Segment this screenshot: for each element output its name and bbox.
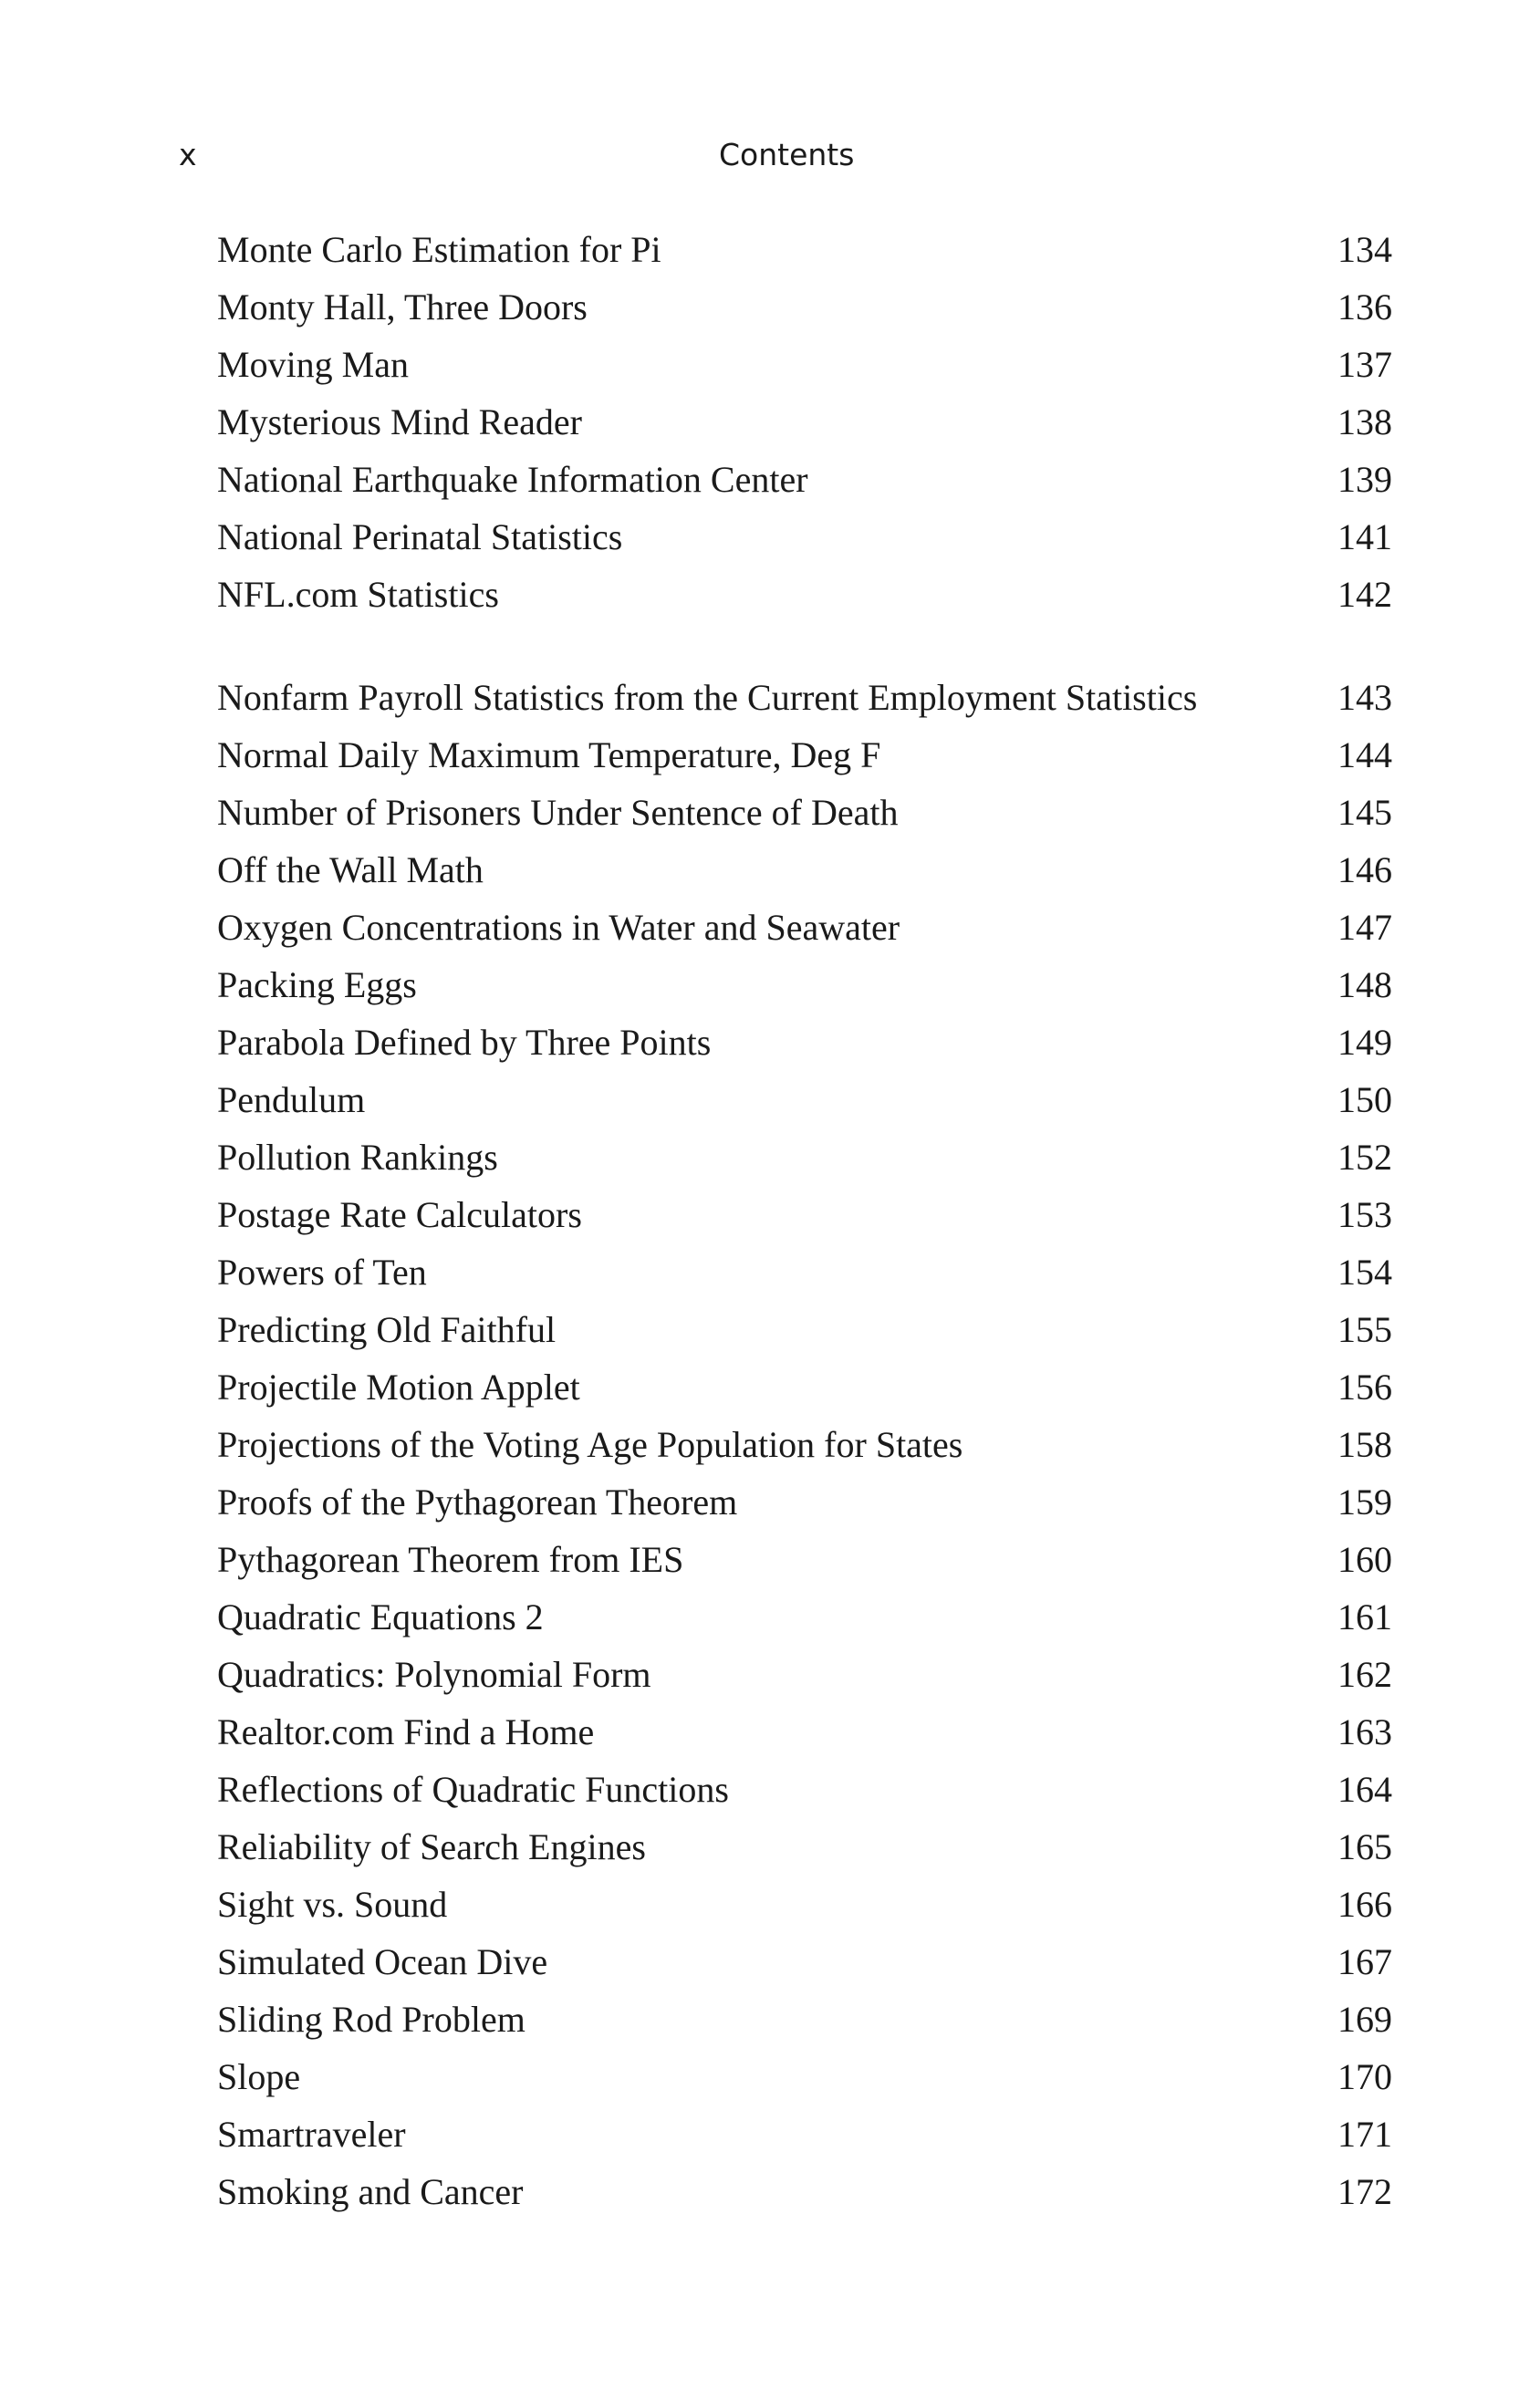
- toc-entry: [217, 2161, 1392, 2219]
- toc-entry-page-number: 164: [1337, 1769, 1392, 1810]
- toc-entry-title: Mysterious Mind Reader: [217, 401, 582, 442]
- toc-entry-title: Monty Hall, Three Doors: [217, 286, 588, 327]
- toc-entry: [217, 506, 1392, 564]
- toc-entry: [217, 1931, 1392, 1989]
- toc-entry: [217, 334, 1392, 391]
- toc-entry-title: Slope: [217, 2056, 301, 2097]
- toc-entry: [217, 1759, 1392, 1816]
- toc-entry-title: Postage Rate Calculators: [217, 1194, 582, 1235]
- running-head-title: Contents: [719, 137, 855, 172]
- toc-entry-title: Sight vs. Sound: [217, 1884, 448, 1925]
- toc-entry: [217, 1299, 1392, 1357]
- toc-entry-title: Number of Prisoners Under Sentence of Death: [217, 792, 899, 833]
- toc-entry: [217, 449, 1392, 506]
- toc-entry-page-number: 141: [1337, 516, 1392, 557]
- toc-entry-page-number: 167: [1337, 1941, 1392, 1982]
- toc-entry: [217, 391, 1392, 449]
- toc-entry-title: National Perinatal Statistics: [217, 516, 623, 557]
- toc-entry-page-number: 152: [1337, 1137, 1392, 1178]
- toc-entry: [217, 1644, 1392, 1701]
- toc-entry: [217, 1414, 1392, 1471]
- toc-entry: [217, 1471, 1392, 1529]
- toc-entry-page-number: 138: [1337, 401, 1392, 442]
- toc-entry-title: Packing Eggs: [217, 964, 417, 1005]
- toc-entry-page-number: 150: [1337, 1079, 1392, 1120]
- toc-entry: [217, 621, 1392, 724]
- toc-entry: [217, 782, 1392, 839]
- toc-entry-page-number: 158: [1337, 1424, 1392, 1465]
- toc-entry: [217, 1586, 1392, 1644]
- toc-entry-title: Quadratic Equations 2: [217, 1596, 544, 1637]
- toc-entry: [217, 564, 1392, 621]
- toc-entry: [217, 1989, 1392, 2046]
- toc-entry: [217, 897, 1392, 954]
- toc-entry-title: Simulated Ocean Dive: [217, 1941, 548, 1982]
- toc-entry-title: Projections of the Voting Age Population for States: [217, 1424, 963, 1465]
- toc-entry-title: Realtor.com Find a Home: [217, 1711, 595, 1752]
- toc-entry-title: Smoking and Cancer: [217, 2171, 524, 2212]
- toc-entry: [217, 1184, 1392, 1242]
- toc-entry: [217, 724, 1392, 782]
- toc-entry-page-number: 147: [1337, 907, 1392, 948]
- toc-entry: [217, 1357, 1392, 1414]
- toc-entry-title: Monte Carlo Estimation for Pi: [217, 229, 661, 270]
- toc-entry-title: Projectile Motion Applet: [217, 1367, 580, 1408]
- toc-entry: [217, 1874, 1392, 1931]
- toc-entry: [217, 1242, 1392, 1299]
- toc-entry-title: Pollution Rankings: [217, 1137, 498, 1178]
- page-folio: x: [179, 137, 197, 172]
- toc-entry-title: Moving Man: [217, 344, 409, 385]
- toc-entry-page-number: 161: [1337, 1596, 1392, 1637]
- toc-entry-page-number: 149: [1337, 1022, 1392, 1063]
- toc-entry-title: Sliding Rod Problem: [217, 1999, 525, 2040]
- toc-entry-page-number: 144: [1337, 734, 1392, 775]
- toc-entry-page-number: 166: [1337, 1884, 1392, 1925]
- toc-entry-page-number: 172: [1337, 2171, 1392, 2212]
- toc-entry: [217, 954, 1392, 1012]
- toc-entry-page-number: 139: [1337, 459, 1392, 500]
- toc-entry-page-number: 153: [1337, 1194, 1392, 1235]
- toc-entry-title: Off the Wall Math: [217, 849, 484, 890]
- toc-entry-page-number: 165: [1337, 1826, 1392, 1867]
- toc-entry-title: Nonfarm Payroll Statistics from the Current Employment Statistics: [217, 677, 1198, 718]
- toc-entry-title: Reliability of Search Engines: [217, 1826, 646, 1867]
- toc-entry-title: NFL.com Statistics: [217, 574, 499, 615]
- toc-entry-page-number: 171: [1337, 2114, 1392, 2155]
- toc-entry: [217, 2046, 1392, 2104]
- toc-entry-page-number: 159: [1337, 1481, 1392, 1523]
- toc-entry-title: Powers of Ten: [217, 1252, 427, 1293]
- toc-entry-title: Predicting Old Faithful: [217, 1309, 557, 1350]
- toc-entry-page-number: 163: [1337, 1711, 1392, 1752]
- toc-entry-page-number: 154: [1337, 1252, 1392, 1293]
- toc-entry-title: Smartraveler: [217, 2114, 406, 2155]
- toc-entry: [217, 839, 1392, 897]
- toc-entry-title: Pendulum: [217, 1079, 366, 1120]
- running-head: [0, 137, 1540, 181]
- toc-entry-page-number: 148: [1337, 964, 1392, 1005]
- toc-entry-page-number: 160: [1337, 1539, 1392, 1580]
- toc-entry-page-number: 142: [1337, 574, 1392, 615]
- toc-entry: [217, 1127, 1392, 1184]
- toc-entry: [217, 219, 1392, 276]
- toc-entry-title: National Earthquake Information Center: [217, 459, 808, 500]
- toc-entry: [217, 1069, 1392, 1127]
- toc-entry-page-number: 136: [1337, 286, 1392, 327]
- toc-entry-page-number: 169: [1337, 1999, 1392, 2040]
- toc-entry-title: Pythagorean Theorem from IES: [217, 1539, 684, 1580]
- toc-entry-page-number: 134: [1337, 229, 1392, 270]
- toc-entry: [217, 1529, 1392, 1586]
- toc-entry-title: Reflections of Quadratic Functions: [217, 1769, 729, 1810]
- toc-entry-title: Oxygen Concentrations in Water and Seawater: [217, 907, 900, 948]
- toc-entry: [217, 1816, 1392, 1874]
- toc-entry-title: Quadratics: Polynomial Form: [217, 1654, 651, 1695]
- toc-entry: [217, 276, 1392, 334]
- toc-entry-page-number: 170: [1337, 2056, 1392, 2097]
- toc-entry-page-number: 137: [1337, 344, 1392, 385]
- toc-entry-page-number: 156: [1337, 1367, 1392, 1408]
- toc-entry-title: Proofs of the Pythagorean Theorem: [217, 1481, 738, 1523]
- toc-entry-page-number: 162: [1337, 1654, 1392, 1695]
- toc-entry: [217, 1701, 1392, 1759]
- toc-entry-title: Normal Daily Maximum Temperature, Deg F: [217, 734, 881, 775]
- toc-entry-page-number: 143: [1337, 677, 1392, 718]
- toc-entry-title: Parabola Defined by Three Points: [217, 1022, 712, 1063]
- table-of-contents: [217, 219, 1392, 2219]
- toc-entry-page-number: 155: [1337, 1309, 1392, 1350]
- toc-entry-page-number: 146: [1337, 849, 1392, 890]
- toc-entry: [217, 1012, 1392, 1069]
- toc-entry-page-number: 145: [1337, 792, 1392, 833]
- toc-entry: [217, 2104, 1392, 2161]
